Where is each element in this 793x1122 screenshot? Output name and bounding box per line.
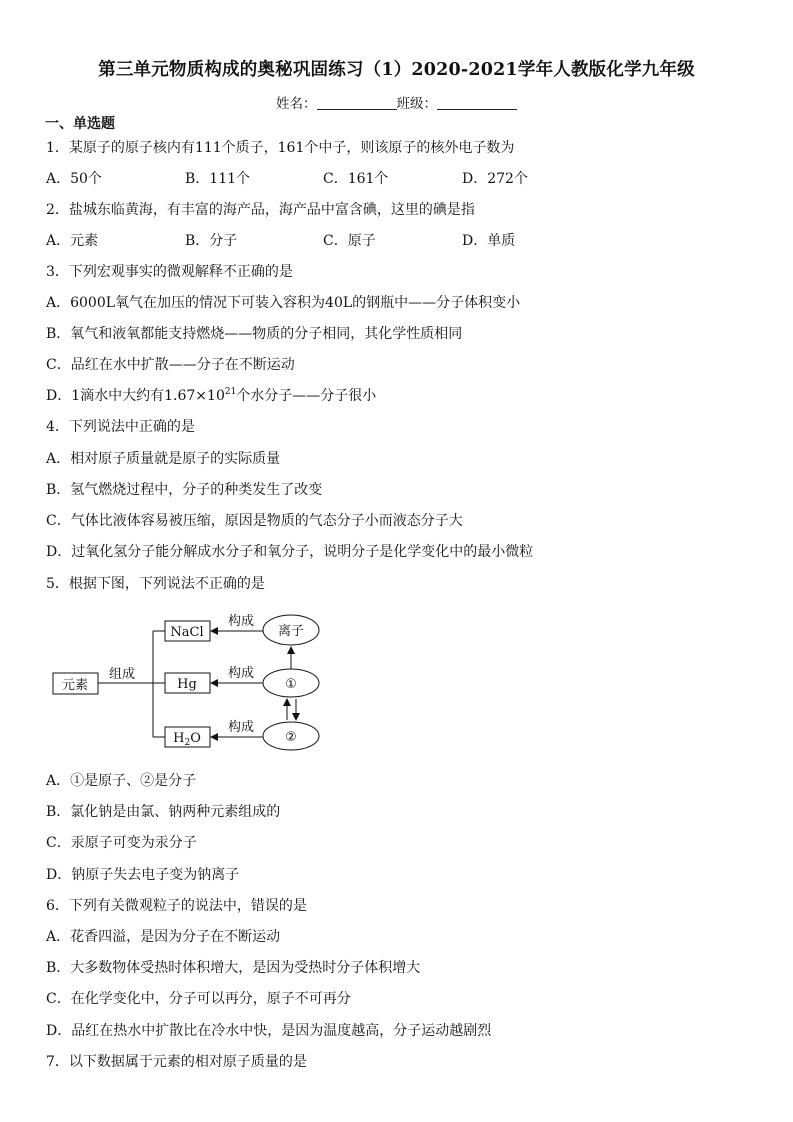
question-2-option-b: B．分子 xyxy=(185,233,238,249)
student-info-line xyxy=(276,92,517,112)
question-6-option-d: D．品红在热水中扩散比在冷水中快，是因为温度越高，分子运动越剧烈 xyxy=(46,1023,492,1039)
question-5-stem: 5．根据下图，下列说法不正确的是 xyxy=(46,576,265,592)
question-3-option-d xyxy=(46,387,376,405)
constitute-label-1: 构成 xyxy=(227,614,255,629)
question-4-option-b: B．氢气燃烧过程中，分子的种类发生了改变 xyxy=(46,482,323,498)
h2o-h: H xyxy=(173,731,185,746)
name-label: 姓名： xyxy=(276,96,317,112)
question-2-option-c: C．原子 xyxy=(323,233,376,249)
question-4-option-a: A．相对原子质量就是原子的实际质量 xyxy=(46,451,281,467)
h2o-subscript: 2 xyxy=(184,738,191,748)
question-3-stem: 3．下列宏观事实的微观解释不正确的是 xyxy=(46,264,293,280)
constitute-label-2: 构成 xyxy=(227,666,255,681)
hg-label: Hg xyxy=(177,677,197,692)
question-3-option-a: A．6000L氧气在加压的情况下可装入容积为40L的钢瓶中——分子体积变小 xyxy=(46,295,521,311)
question-6-option-a: A．花香四溢，是因为分子在不断运动 xyxy=(46,929,281,945)
class-label: 班级： xyxy=(396,96,437,112)
class-blank[interactable] xyxy=(437,96,517,110)
question-1-option-c: C．161个 xyxy=(323,171,389,187)
question-3-option-b: B．氧气和液氧都能支持燃烧——物质的分子相同，其化学性质相同 xyxy=(46,326,463,342)
composition-diagram xyxy=(45,605,345,755)
question-5-option-d: D．钠原子失去电子变为钠离子 xyxy=(46,867,240,883)
compose-label: 组成 xyxy=(108,667,136,682)
question-3-option-c: C．品红在水中扩散——分子在不断运动 xyxy=(46,357,295,373)
question-3-option-d-tail: 个水分子——分子很小 xyxy=(236,388,377,404)
question-4-stem: 4．下列说法中正确的是 xyxy=(46,419,195,435)
name-blank[interactable] xyxy=(317,96,397,110)
question-3-option-d-text: D．1滴水中大约有1.67×10 xyxy=(46,388,225,404)
h2o-o: O xyxy=(190,731,201,746)
question-5-option-c: C．汞原子可变为汞分子 xyxy=(46,835,197,851)
question-1-stem: 1．某原子的原子核内有111个质子，161个中子，则该原子的核外电子数为 xyxy=(46,140,515,156)
question-2-option-a: A．元素 xyxy=(46,233,99,249)
exponent: 21 xyxy=(224,387,237,397)
question-4-option-c: C．气体比液体容易被压缩，原因是物质的气态分子小而液态分子大 xyxy=(46,513,463,529)
question-2-stem: 2．盐城东临黄海，有丰富的海产品，海产品中富含碘，这里的碘是指 xyxy=(46,202,475,218)
question-7-stem: 7．以下数据属于元素的相对原子质量的是 xyxy=(46,1054,307,1070)
question-5-option-a: A．①是原子、②是分子 xyxy=(46,773,197,789)
question-6-option-b: B．大多数物体受热时体积增大，是因为受热时分子体积增大 xyxy=(46,960,421,976)
ion-label: 离子 xyxy=(277,624,305,639)
nacl-label: NaCl xyxy=(170,625,204,640)
question-6-option-c: C．在化学变化中，分子可以再分，原子不可再分 xyxy=(46,991,351,1007)
circle-2-label: ② xyxy=(285,730,297,745)
circle-1-label: ① xyxy=(285,677,297,692)
section-heading: 一、单选题 xyxy=(45,116,115,132)
question-1-option-a: A．50个 xyxy=(46,171,102,187)
element-label: 元素 xyxy=(61,678,89,693)
constitute-label-3: 构成 xyxy=(227,720,255,735)
page-title: 第三单元物质构成的奥秘巩固练习（1）2020-2021学年人教版化学九年级 xyxy=(98,60,695,80)
question-4-option-d: D．过氧化氢分子能分解成水分子和氧分子，说明分子是化学变化中的最小微粒 xyxy=(46,544,534,560)
question-2-option-d: D．单质 xyxy=(462,233,516,249)
question-6-stem: 6．下列有关微观粒子的说法中，错误的是 xyxy=(46,898,307,914)
question-1-option-b: B．111个 xyxy=(185,171,251,187)
question-5-option-b: B．氯化钠是由氯、钠两种元素组成的 xyxy=(46,804,281,820)
question-1-option-d: D．272个 xyxy=(462,171,528,187)
